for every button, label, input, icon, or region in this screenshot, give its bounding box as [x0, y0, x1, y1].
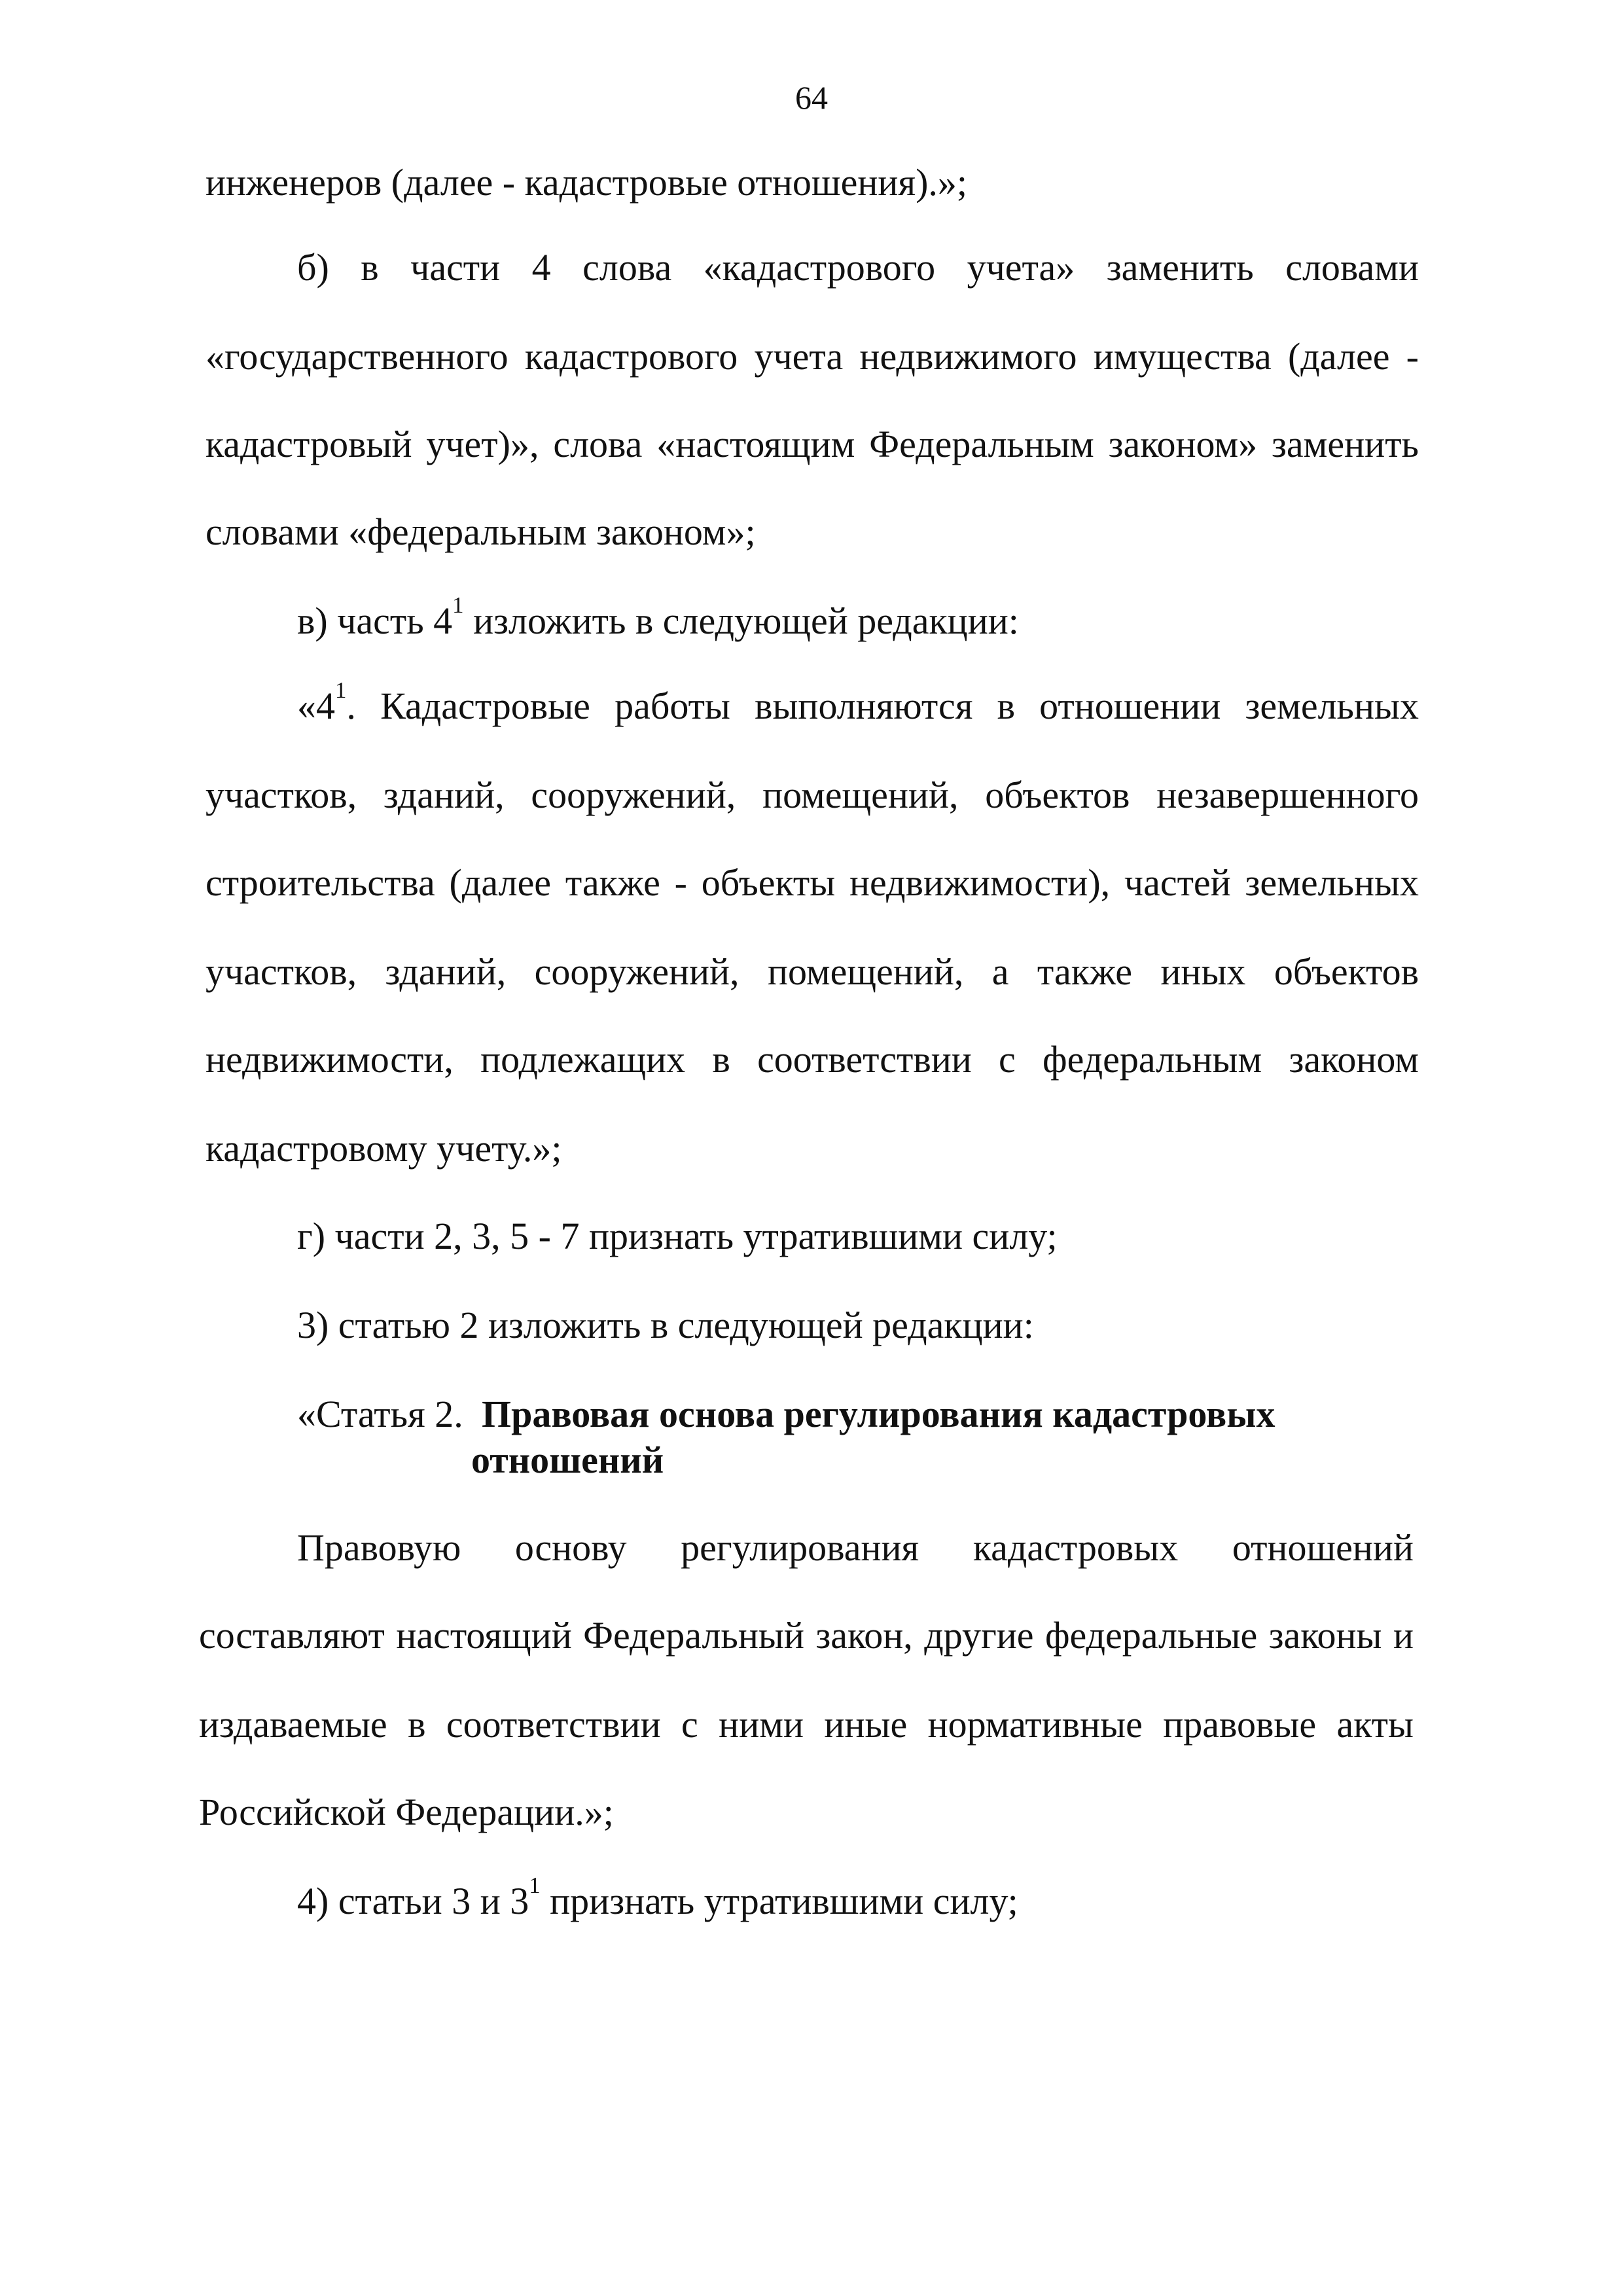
superscript: 1	[529, 1872, 541, 1898]
text-line-with-superscript	[297, 677, 1419, 729]
page-number: 64	[795, 79, 828, 116]
text-line: недвижимости, подлежащих в соответствии с федеральным законом	[205, 1038, 1419, 1081]
text-line-with-superscript	[297, 592, 1019, 644]
article-title: Правовая основа регулирования кадастровых	[482, 1393, 1275, 1435]
article-title-continued: отношений	[471, 1439, 664, 1481]
text-line: кадастровый учет)», слова «настоящим Федеральным законом» заменить	[205, 423, 1419, 465]
text-segment: 4) статьи 3 и 3	[297, 1880, 529, 1922]
text-line: Российской Федерации.»;	[199, 1791, 614, 1833]
text-line: участков, зданий, сооружений, помещений, объектов незавершенного	[205, 774, 1419, 816]
text-line: 3) статью 2 изложить в следующей редакции:	[297, 1304, 1034, 1346]
superscript: 1	[452, 592, 464, 618]
text-line: участков, зданий, сооружений, помещений, а также иных объектов	[205, 950, 1419, 993]
article-label: «Статья 2.	[297, 1393, 463, 1435]
text-line: строительства (далее также - объекты недвижимости), частей земельных	[205, 861, 1419, 904]
text-segment: признать утратившими силу;	[540, 1880, 1018, 1922]
text-line: издаваемые в соответствии с ними иные нормативные правовые акты	[199, 1703, 1414, 1746]
text-line: словами «федеральным законом»;	[205, 511, 756, 553]
text-line: Правовую основу регулирования кадастровых отношений	[297, 1526, 1414, 1569]
text-segment: «4	[297, 685, 335, 727]
text-line: б) в части 4 слова «кадастрового учета» заменить словами	[297, 246, 1419, 289]
text-line: составляют настоящий Федеральный закон, другие федеральные законы и	[199, 1614, 1414, 1657]
text-line: инженеров (далее - кадастровые отношения).»;	[205, 161, 968, 204]
text-segment: в) часть 4	[297, 600, 453, 642]
text-line-with-superscript	[297, 1872, 1018, 1924]
text-segment: изложить в следующей редакции:	[463, 600, 1019, 642]
text-line: «государственного кадастрового учета недвижимого имущества (далее -	[205, 335, 1419, 378]
text-line: кадастровому учету.»;	[205, 1127, 562, 1170]
text-line: г) части 2, 3, 5 - 7 признать утратившими силу;	[297, 1215, 1058, 1257]
text-segment: . Кадастровые работы выполняются в отношении земельных	[346, 685, 1419, 727]
superscript: 1	[335, 677, 347, 703]
